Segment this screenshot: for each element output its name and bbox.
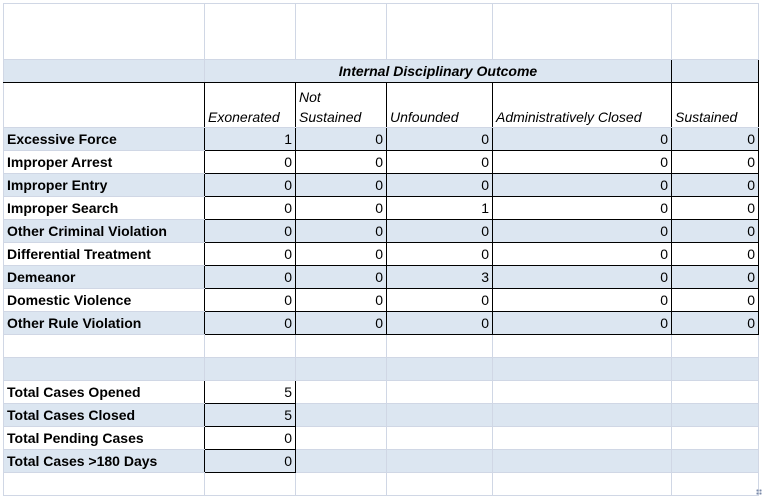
table-row bbox=[4, 197, 759, 220]
cell[interactable] bbox=[493, 427, 672, 450]
cell[interactable] bbox=[493, 358, 672, 381]
column-header-row bbox=[4, 83, 759, 128]
totals-row bbox=[4, 427, 759, 450]
table-row bbox=[4, 174, 759, 197]
value-cell[interactable]: 0 bbox=[205, 174, 296, 197]
row-label[interactable]: Improper Arrest bbox=[4, 151, 205, 174]
value-cell[interactable]: 0 bbox=[493, 312, 672, 335]
column-header-unfounded[interactable] bbox=[387, 83, 493, 128]
value-cell[interactable]: 0 bbox=[387, 151, 493, 174]
table-row bbox=[4, 220, 759, 243]
column-header-line2: Sustained bbox=[675, 109, 738, 125]
value-cell[interactable]: 0 bbox=[205, 266, 296, 289]
cell[interactable] bbox=[296, 358, 387, 381]
totals-label[interactable]: Total Cases Closed bbox=[4, 404, 205, 427]
totals-label[interactable]: Total Cases Opened bbox=[4, 381, 205, 404]
value-cell[interactable]: 0 bbox=[493, 289, 672, 312]
value-cell[interactable]: 0 bbox=[672, 243, 759, 266]
cell[interactable] bbox=[387, 473, 493, 496]
row-label[interactable]: Demeanor bbox=[4, 266, 205, 289]
cell[interactable] bbox=[205, 4, 296, 60]
column-header-administratively-closed[interactable] bbox=[493, 83, 672, 128]
cell[interactable] bbox=[493, 450, 672, 473]
value-cell[interactable]: 0 bbox=[296, 266, 387, 289]
cell[interactable] bbox=[493, 335, 672, 358]
cell[interactable] bbox=[672, 450, 759, 473]
row-label[interactable]: Improper Search bbox=[4, 197, 205, 220]
table-row bbox=[4, 289, 759, 312]
value-cell[interactable]: 0 bbox=[672, 266, 759, 289]
cell[interactable] bbox=[296, 381, 387, 404]
cell[interactable] bbox=[296, 473, 387, 496]
totals-row bbox=[4, 404, 759, 427]
value-cell[interactable]: 0 bbox=[387, 289, 493, 312]
totals-value[interactable]: 5 bbox=[205, 404, 296, 427]
cell[interactable] bbox=[296, 450, 387, 473]
cell[interactable] bbox=[387, 450, 493, 473]
value-cell[interactable]: 0 bbox=[672, 289, 759, 312]
value-cell[interactable]: 0 bbox=[387, 312, 493, 335]
value-cell[interactable]: 0 bbox=[493, 266, 672, 289]
value-cell[interactable]: 0 bbox=[672, 151, 759, 174]
value-cell[interactable]: 0 bbox=[205, 289, 296, 312]
cell[interactable] bbox=[387, 358, 493, 381]
table-row bbox=[4, 151, 759, 174]
value-cell[interactable]: 1 bbox=[387, 197, 493, 220]
table-title[interactable]: Internal Disciplinary Outcome bbox=[205, 60, 672, 83]
value-cell[interactable]: 0 bbox=[205, 220, 296, 243]
value-cell[interactable]: 0 bbox=[387, 243, 493, 266]
cell[interactable] bbox=[4, 473, 205, 496]
value-cell[interactable]: 0 bbox=[672, 312, 759, 335]
value-cell[interactable]: 0 bbox=[205, 151, 296, 174]
totals-row bbox=[4, 381, 759, 404]
value-cell[interactable]: 0 bbox=[205, 197, 296, 220]
cell[interactable] bbox=[672, 381, 759, 404]
cell[interactable] bbox=[493, 381, 672, 404]
value-cell[interactable]: 0 bbox=[672, 220, 759, 243]
row-label[interactable]: Improper Entry bbox=[4, 174, 205, 197]
column-header-line1: Not bbox=[299, 89, 321, 105]
value-cell[interactable]: 0 bbox=[296, 151, 387, 174]
cell[interactable] bbox=[205, 335, 296, 358]
cell[interactable] bbox=[205, 473, 296, 496]
cell[interactable] bbox=[387, 4, 493, 60]
cell[interactable] bbox=[672, 335, 759, 358]
total-rows bbox=[4, 335, 759, 496]
value-cell[interactable]: 0 bbox=[205, 243, 296, 266]
row-label[interactable]: Other Criminal Violation bbox=[4, 220, 205, 243]
value-cell[interactable]: 0 bbox=[387, 174, 493, 197]
cell[interactable] bbox=[4, 60, 205, 83]
cell[interactable] bbox=[4, 83, 205, 128]
totals-value[interactable]: 0 bbox=[205, 427, 296, 450]
blank-row bbox=[4, 4, 759, 60]
table-row bbox=[4, 243, 759, 266]
table-row bbox=[4, 128, 759, 151]
blank-row bbox=[4, 335, 759, 358]
cell[interactable] bbox=[296, 404, 387, 427]
row-label[interactable]: Domestic Violence bbox=[4, 289, 205, 312]
value-cell[interactable]: 0 bbox=[493, 197, 672, 220]
value-cell[interactable]: 0 bbox=[296, 128, 387, 151]
value-cell[interactable]: 0 bbox=[296, 197, 387, 220]
totals-value[interactable]: 5 bbox=[205, 381, 296, 404]
cell[interactable] bbox=[672, 60, 759, 83]
value-cell[interactable]: 1 bbox=[205, 128, 296, 151]
table-row bbox=[4, 266, 759, 289]
value-cell[interactable]: 0 bbox=[493, 220, 672, 243]
value-cell[interactable]: 0 bbox=[205, 312, 296, 335]
value-cell[interactable]: 0 bbox=[387, 220, 493, 243]
cell[interactable] bbox=[387, 335, 493, 358]
cell[interactable] bbox=[493, 473, 672, 496]
column-header-line2: Administratively Closed bbox=[496, 109, 642, 125]
value-cell[interactable]: 0 bbox=[296, 289, 387, 312]
cell[interactable] bbox=[672, 427, 759, 450]
value-cell[interactable]: 0 bbox=[296, 220, 387, 243]
cell[interactable] bbox=[296, 335, 387, 358]
cell[interactable] bbox=[296, 427, 387, 450]
cell[interactable] bbox=[4, 335, 205, 358]
value-cell[interactable]: 0 bbox=[296, 312, 387, 335]
column-header-not-sustained[interactable] bbox=[296, 83, 387, 128]
cell[interactable] bbox=[387, 427, 493, 450]
cell[interactable] bbox=[493, 404, 672, 427]
cell[interactable] bbox=[4, 358, 205, 381]
value-cell[interactable]: 0 bbox=[493, 243, 672, 266]
cell[interactable] bbox=[387, 404, 493, 427]
outcome-table bbox=[3, 3, 759, 496]
resize-grip-icon[interactable] bbox=[756, 489, 762, 495]
row-label[interactable]: Excessive Force bbox=[4, 128, 205, 151]
data-rows bbox=[4, 128, 759, 335]
cell[interactable] bbox=[672, 4, 759, 60]
cell[interactable] bbox=[4, 4, 205, 60]
cell[interactable] bbox=[672, 473, 759, 496]
cell[interactable] bbox=[672, 404, 759, 427]
value-cell[interactable]: 3 bbox=[387, 266, 493, 289]
blank-row bbox=[4, 473, 759, 496]
column-header-line2: Unfounded bbox=[390, 109, 459, 125]
column-header-sustained[interactable] bbox=[672, 83, 759, 128]
cell[interactable] bbox=[387, 381, 493, 404]
title-row bbox=[4, 60, 759, 83]
cell[interactable] bbox=[296, 4, 387, 60]
column-header-line2: Exonerated bbox=[208, 109, 280, 125]
value-cell[interactable]: 0 bbox=[493, 151, 672, 174]
value-cell[interactable]: 0 bbox=[296, 243, 387, 266]
totals-label[interactable]: Total Cases >180 Days bbox=[4, 450, 205, 473]
cell[interactable] bbox=[672, 358, 759, 381]
table-row bbox=[4, 312, 759, 335]
value-cell[interactable]: 0 bbox=[672, 174, 759, 197]
value-cell[interactable]: 0 bbox=[493, 174, 672, 197]
totals-row bbox=[4, 450, 759, 473]
value-cell[interactable]: 0 bbox=[387, 128, 493, 151]
blank-row bbox=[4, 358, 759, 381]
totals-value[interactable]: 0 bbox=[205, 450, 296, 473]
value-cell[interactable]: 0 bbox=[672, 197, 759, 220]
value-cell[interactable]: 0 bbox=[493, 128, 672, 151]
cell[interactable] bbox=[205, 358, 296, 381]
row-label[interactable]: Differential Treatment bbox=[4, 243, 205, 266]
column-header-line2: Sustained bbox=[299, 109, 362, 125]
value-cell[interactable]: 0 bbox=[296, 174, 387, 197]
totals-label[interactable]: Total Pending Cases bbox=[4, 427, 205, 450]
row-label[interactable]: Other Rule Violation bbox=[4, 312, 205, 335]
value-cell[interactable]: 0 bbox=[672, 128, 759, 151]
column-header-exonerated[interactable] bbox=[205, 83, 296, 128]
cell[interactable] bbox=[493, 4, 672, 60]
